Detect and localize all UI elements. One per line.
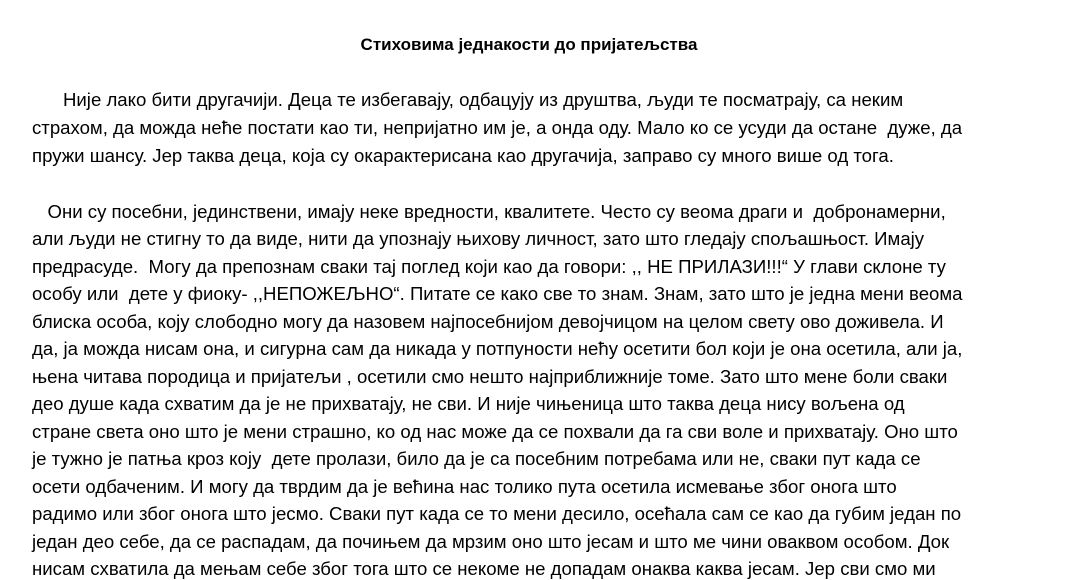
- paragraph-line: особу или дете у фиоку- ,,НЕПОЖЕЉНО“. Питате се како све то знам. Знам, зато што је једна мени веома: [32, 283, 963, 304]
- document-title: Стиховима једнакости до пријатељства: [360, 35, 698, 54]
- paragraph-line: стране света оно што је мени страшно, ко од нас може да се похвали да га сви воле и прихватају. Оно што: [32, 421, 958, 442]
- paragraph-line: један део себе, да се распадам, да почињем да мрзим оно што јесам и што ме чини оваквом особом. Док: [32, 531, 950, 552]
- paragraph-line: блиска особа, коју слободно могу да назовем најпосебнијом девојчицом на целом свету ово доживела. И: [32, 311, 944, 332]
- paragraph-line: да, ја можда нисам она, и сигурна сам да никада у потпуности нећу осетити бол који је она осетила, али ја,: [32, 338, 963, 359]
- paragraph-line: Они су посебни, јединствени, имају неке вредности, квалитете. Често су веома драги и добронамерни,: [32, 201, 946, 222]
- paragraph-line: нисам схватила да мењам себе због тога што се некоме не допадам онаква каква јесам. Јер сви смо ми: [32, 558, 936, 579]
- paragraph-line: део душе када схватим да је не прихватају, не сви. И није чињеница што таква деца нису вољена од: [32, 393, 905, 414]
- paragraph-line: осети одбаченим. И могу да тврдим да је већина нас толико пута осетила исмевање због онога што: [32, 476, 897, 497]
- paragraph-line: страхом, да можда неће постати као ти, непријатно им је, а онда оду. Мало ко се усуди да остане дуже, да: [32, 117, 963, 138]
- paragraph-line: али људи не стигну то да виде, нити да упознају њихову личност, зато што гледају спољашњост. Имају: [32, 228, 925, 249]
- paragraph-line: Није лако бити другачији. Деца те избегавају, одбацују из друштва, људи те посматрају, са неким: [32, 89, 904, 110]
- paragraph-line: је тужно је патња кроз коју дете пролази, било да је са посебним потребама или не, сваки пут када се: [32, 448, 921, 469]
- paragraph-line: пружи шансу. Јер таква деца, која су окарактерисана као другачија, заправо су много више од тога.: [32, 145, 894, 166]
- paragraph-line: радимо или због онога што јесмо. Сваки пут када се то мени десило, осећала сам се као да губим један по: [32, 503, 962, 524]
- paragraph-line: предрасуде. Могу да препознам сваки тај поглед који као да говори: ,, НЕ ПРИЛАЗИ!!!“ У глави склоне ту: [32, 256, 946, 277]
- paragraph-line: њена читава породица и пријатељи , осетили смо нешто најприближније томе. Зато што мене боли сваки: [32, 366, 948, 387]
